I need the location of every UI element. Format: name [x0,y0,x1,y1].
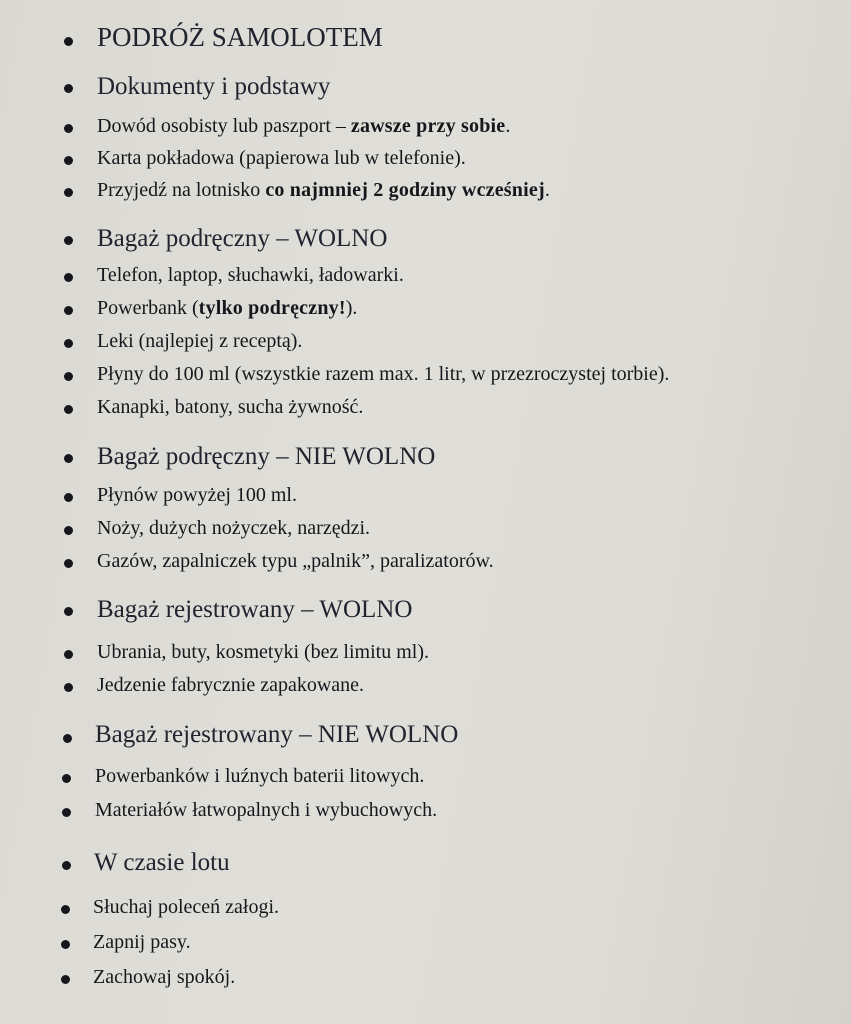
bullet-icon [64,493,73,502]
item-text: Powerbank ( [97,297,199,319]
list-item: Jedzenie fabrycznie zapakowane. [97,674,365,696]
bullet-icon [61,975,70,984]
item-text-after: . [544,179,550,201]
bullet-icon [64,84,73,93]
list-item: Ubrania, buty, kosmetyki (bez limitu ml). [97,641,429,663]
item-text-after: ). [345,297,358,319]
bullet-icon [64,372,73,381]
list-item: Karta pokładowa (papierowa lub w telefonie). [97,147,466,169]
bullet-icon [64,650,73,659]
page-title: PODRÓŻ SAMOLOTEM [97,22,383,52]
item-emphasis: zawsze przy sobie [350,115,506,137]
section-heading: Bagaż podręczny – WOLNO [97,225,388,252]
bullet-icon [61,940,70,949]
item-text-after: . [505,115,511,137]
list-item: Telefon, laptop, słuchawki, ładowarki. [97,264,404,286]
item-text: Przyjedź na lotnisko [97,179,266,201]
bullet-icon [64,156,73,165]
bullet-icon [64,188,73,197]
bullet-icon [64,405,73,414]
list-item: Gazów, zapalniczek typu „palnik”, paralizatorów. [97,550,494,572]
bullet-icon [64,236,73,245]
list-item: Materiałów łatwopalnych i wybuchowych. [95,799,438,821]
list-item: Płynów powyżej 100 ml. [97,484,297,506]
list-item [97,297,357,320]
bullet-icon [64,306,73,315]
list-item: Zachowaj spokój. [93,966,236,988]
list-item: Płyny do 100 ml (wszystkie razem max. 1 litr, w przezroczystej torbie). [97,363,670,385]
bullet-icon [64,124,73,133]
item-emphasis: co najmniej 2 godziny wcześniej [265,179,545,201]
list-item [97,115,510,138]
bullet-icon [63,734,72,743]
list-item: Noży, dużych nożyczek, narzędzi. [97,517,371,539]
list-item: Leki (najlepiej z receptą). [97,330,303,352]
list-item: Powerbanków i luźnych baterii litowych. [95,765,425,787]
bullet-icon [64,559,73,568]
list-item: Zapnij pasy. [93,931,191,953]
bullet-icon [64,37,73,46]
section-heading: Bagaż rejestrowany – NIE WOLNO [95,721,459,748]
bullet-icon [64,273,73,282]
bullet-icon [62,861,71,870]
list-item: Kanapki, batony, sucha żywność. [97,396,364,418]
section-heading: Dokumenty i podstawy [97,73,331,100]
bullet-icon [64,683,73,692]
item-emphasis: tylko podręczny! [198,297,346,319]
bullet-icon [62,774,71,783]
bullet-icon [62,808,71,817]
bullet-icon [64,339,73,348]
item-text: Dowód osobisty lub paszport – [97,115,351,137]
section-heading: W czasie lotu [94,849,230,876]
bullet-icon [64,607,73,616]
section-heading: Bagaż podręczny – NIE WOLNO [97,443,436,470]
bullet-icon [64,454,73,463]
list-item [97,179,550,202]
section-heading: Bagaż rejestrowany – WOLNO [97,596,413,623]
bullet-icon [64,526,73,535]
bullet-icon [61,905,70,914]
list-item: Słuchaj poleceń załogi. [93,896,280,918]
